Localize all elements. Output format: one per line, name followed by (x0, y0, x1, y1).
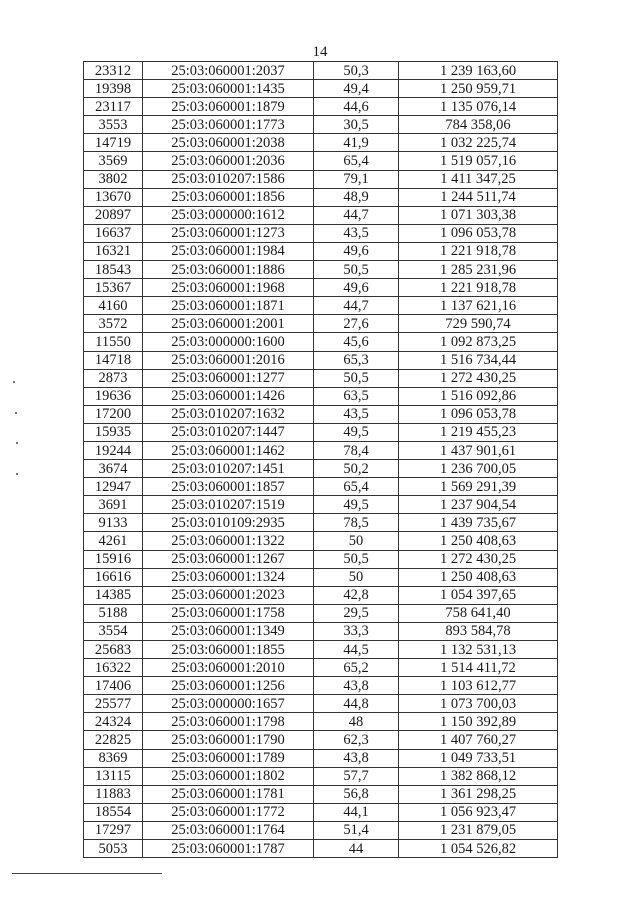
object-number-cell: 4261 (84, 532, 143, 550)
value-cell: 729 590,74 (399, 315, 558, 333)
area-cell: 44,7 (314, 297, 399, 315)
cadastral-number-cell: 25:03:060001:1277 (143, 369, 314, 387)
cadastral-number-cell: 25:03:060001:1435 (143, 80, 314, 98)
table-row (84, 767, 558, 785)
value-cell: 893 584,78 (399, 622, 558, 640)
area-cell: 49,5 (314, 423, 399, 441)
value-cell: 1 219 455,23 (399, 423, 558, 441)
table-row (84, 369, 558, 387)
cadastral-number-cell: 25:03:060001:1426 (143, 387, 314, 405)
value-cell: 1 250 959,71 (399, 80, 558, 98)
value-cell: 1 272 430,25 (399, 369, 558, 387)
cadastral-number-cell: 25:03:010207:1519 (143, 496, 314, 514)
value-cell: 1 049 733,51 (399, 749, 558, 767)
value-cell: 1 361 298,25 (399, 785, 558, 803)
area-cell: 27,6 (314, 315, 399, 333)
area-cell: 63,5 (314, 387, 399, 405)
cadastral-number-cell: 25:03:060001:1787 (143, 840, 314, 858)
value-cell: 1 516 734,44 (399, 351, 558, 369)
table-row (84, 387, 558, 405)
value-cell: 1 054 526,82 (399, 840, 558, 858)
table-row (84, 568, 558, 586)
value-cell: 1 407 760,27 (399, 731, 558, 749)
cadastral-number-cell: 25:03:060001:1802 (143, 767, 314, 785)
table-row (84, 423, 558, 441)
table-row (84, 785, 558, 803)
area-cell: 50 (314, 532, 399, 550)
cadastral-number-cell: 25:03:060001:1789 (143, 749, 314, 767)
area-cell: 50,5 (314, 369, 399, 387)
table-row (84, 604, 558, 622)
value-cell: 1 221 918,78 (399, 242, 558, 260)
value-cell: 1 096 053,78 (399, 405, 558, 423)
table-row (84, 713, 558, 731)
object-number-cell: 17200 (84, 405, 143, 423)
cadastral-number-cell: 25:03:060001:1856 (143, 188, 314, 206)
area-cell: 44 (314, 840, 399, 858)
area-cell: 65,3 (314, 351, 399, 369)
object-number-cell: 18554 (84, 803, 143, 821)
value-cell: 758 641,40 (399, 604, 558, 622)
area-cell: 41,9 (314, 134, 399, 152)
cadastral-number-cell: 25:03:010207:1632 (143, 405, 314, 423)
table-row (84, 586, 558, 604)
table-row (84, 532, 558, 550)
table-row (84, 80, 558, 98)
area-cell: 44,7 (314, 206, 399, 224)
area-cell: 42,8 (314, 586, 399, 604)
table-row (84, 478, 558, 496)
value-cell: 1 137 621,16 (399, 297, 558, 315)
area-cell: 62,3 (314, 731, 399, 749)
table-row (84, 405, 558, 423)
area-cell: 44,6 (314, 98, 399, 116)
area-cell: 33,3 (314, 622, 399, 640)
object-number-cell: 16322 (84, 659, 143, 677)
cadastral-number-cell: 25:03:060001:1256 (143, 677, 314, 695)
object-number-cell: 9133 (84, 514, 143, 532)
margin-mark (13, 381, 15, 383)
area-cell: 65,2 (314, 659, 399, 677)
area-cell: 50,2 (314, 460, 399, 478)
area-cell: 49,6 (314, 242, 399, 260)
cadastral-number-cell: 25:03:060001:1871 (143, 297, 314, 315)
value-cell: 1 092 873,25 (399, 333, 558, 351)
area-cell: 50,5 (314, 261, 399, 279)
object-number-cell: 25683 (84, 641, 143, 659)
object-number-cell: 16616 (84, 568, 143, 586)
table-row (84, 242, 558, 260)
table-row (84, 315, 558, 333)
value-cell: 1 073 700,03 (399, 695, 558, 713)
table-row (84, 351, 558, 369)
table-row (84, 224, 558, 242)
cadastral-number-cell: 25:03:060001:1773 (143, 116, 314, 134)
value-cell: 1 519 057,16 (399, 152, 558, 170)
object-number-cell: 14718 (84, 351, 143, 369)
object-number-cell: 13670 (84, 188, 143, 206)
object-number-cell: 12947 (84, 478, 143, 496)
value-cell: 1 250 408,63 (399, 532, 558, 550)
cadastral-number-cell: 25:03:010109:2935 (143, 514, 314, 532)
table-row (84, 297, 558, 315)
object-number-cell: 25577 (84, 695, 143, 713)
object-number-cell: 17297 (84, 821, 143, 839)
table-row (84, 98, 558, 116)
object-number-cell: 3569 (84, 152, 143, 170)
area-cell: 44,8 (314, 695, 399, 713)
object-number-cell: 17406 (84, 677, 143, 695)
cadastral-number-cell: 25:03:000000:1600 (143, 333, 314, 351)
table-row (84, 188, 558, 206)
object-number-cell: 23312 (84, 62, 143, 80)
object-number-cell: 3554 (84, 622, 143, 640)
value-cell: 1 236 700,05 (399, 460, 558, 478)
object-number-cell: 11883 (84, 785, 143, 803)
area-cell: 44,1 (314, 803, 399, 821)
page-number: 14 (312, 44, 328, 60)
cadastral-number-cell: 25:03:060001:1324 (143, 568, 314, 586)
table-row (84, 333, 558, 351)
value-cell: 1 250 408,63 (399, 568, 558, 586)
value-cell: 1 244 511,74 (399, 188, 558, 206)
value-cell: 1 054 397,65 (399, 586, 558, 604)
area-cell: 45,6 (314, 333, 399, 351)
object-number-cell: 14385 (84, 586, 143, 604)
table-row (84, 62, 558, 80)
object-number-cell: 15916 (84, 550, 143, 568)
value-cell: 1 382 868,12 (399, 767, 558, 785)
table-body (84, 62, 558, 858)
cadastral-number-cell: 25:03:060001:1772 (143, 803, 314, 821)
table-row (84, 170, 558, 188)
object-number-cell: 5188 (84, 604, 143, 622)
object-number-cell: 20897 (84, 206, 143, 224)
cadastral-number-cell: 25:03:060001:1798 (143, 713, 314, 731)
object-number-cell: 3802 (84, 170, 143, 188)
value-cell: 1 411 347,25 (399, 170, 558, 188)
cadastral-number-cell: 25:03:060001:2037 (143, 62, 314, 80)
cadastral-number-cell: 25:03:060001:2023 (143, 586, 314, 604)
property-table (83, 61, 558, 858)
area-cell: 78,5 (314, 514, 399, 532)
value-cell: 1 132 531,13 (399, 641, 558, 659)
table-row (84, 134, 558, 152)
table-row (84, 677, 558, 695)
object-number-cell: 3691 (84, 496, 143, 514)
table-row (84, 641, 558, 659)
cadastral-number-cell: 25:03:060001:2010 (143, 659, 314, 677)
value-cell: 1 239 163,60 (399, 62, 558, 80)
table-row (84, 695, 558, 713)
table-row (84, 803, 558, 821)
cadastral-number-cell: 25:03:060001:1322 (143, 532, 314, 550)
area-cell: 48 (314, 713, 399, 731)
object-number-cell: 13115 (84, 767, 143, 785)
cadastral-number-cell: 25:03:060001:1267 (143, 550, 314, 568)
table-row (84, 731, 558, 749)
value-cell: 1 272 430,25 (399, 550, 558, 568)
value-cell: 1 516 092,86 (399, 387, 558, 405)
area-cell: 50,3 (314, 62, 399, 80)
object-number-cell: 16321 (84, 242, 143, 260)
area-cell: 78,4 (314, 441, 399, 459)
area-cell: 57,7 (314, 767, 399, 785)
object-number-cell: 19244 (84, 441, 143, 459)
value-cell: 1 032 225,74 (399, 134, 558, 152)
object-number-cell: 3572 (84, 315, 143, 333)
value-cell: 1 439 735,67 (399, 514, 558, 532)
value-cell: 1 285 231,96 (399, 261, 558, 279)
object-number-cell: 22825 (84, 731, 143, 749)
value-cell: 1 514 411,72 (399, 659, 558, 677)
area-cell: 43,5 (314, 224, 399, 242)
area-cell: 29,5 (314, 604, 399, 622)
table-row (84, 460, 558, 478)
area-cell: 30,5 (314, 116, 399, 134)
value-cell: 1 096 053,78 (399, 224, 558, 242)
object-number-cell: 23117 (84, 98, 143, 116)
object-number-cell: 8369 (84, 749, 143, 767)
object-number-cell: 11550 (84, 333, 143, 351)
cadastral-number-cell: 25:03:060001:2016 (143, 351, 314, 369)
object-number-cell: 2873 (84, 369, 143, 387)
cadastral-number-cell: 25:03:060001:2036 (143, 152, 314, 170)
area-cell: 65,4 (314, 152, 399, 170)
value-cell: 1 221 918,78 (399, 279, 558, 297)
table-row (84, 821, 558, 839)
cadastral-number-cell: 25:03:060001:1984 (143, 242, 314, 260)
area-cell: 51,4 (314, 821, 399, 839)
table-row (84, 514, 558, 532)
table-row (84, 550, 558, 568)
value-cell: 1 237 904,54 (399, 496, 558, 514)
table-row (84, 749, 558, 767)
cadastral-number-cell: 25:03:000000:1657 (143, 695, 314, 713)
cadastral-number-cell: 25:03:010207:1586 (143, 170, 314, 188)
cadastral-number-cell: 25:03:060001:2038 (143, 134, 314, 152)
area-cell: 56,8 (314, 785, 399, 803)
object-number-cell: 19636 (84, 387, 143, 405)
area-cell: 48,9 (314, 188, 399, 206)
cadastral-number-cell: 25:03:060001:1781 (143, 785, 314, 803)
table-row (84, 279, 558, 297)
value-cell: 1 569 291,39 (399, 478, 558, 496)
area-cell: 49,6 (314, 279, 399, 297)
area-cell: 43,8 (314, 749, 399, 767)
value-cell: 1 103 612,77 (399, 677, 558, 695)
cadastral-number-cell: 25:03:060001:1855 (143, 641, 314, 659)
cadastral-number-cell: 25:03:060001:1462 (143, 441, 314, 459)
object-number-cell: 24324 (84, 713, 143, 731)
object-number-cell: 15935 (84, 423, 143, 441)
table-row (84, 659, 558, 677)
area-cell: 43,5 (314, 405, 399, 423)
cadastral-number-cell: 25:03:060001:1790 (143, 731, 314, 749)
value-cell: 1 150 392,89 (399, 713, 558, 731)
object-number-cell: 4160 (84, 297, 143, 315)
margin-mark (16, 442, 18, 444)
area-cell: 50,5 (314, 550, 399, 568)
value-cell: 1 135 076,14 (399, 98, 558, 116)
value-cell: 784 358,06 (399, 116, 558, 134)
value-cell: 1 071 303,38 (399, 206, 558, 224)
cadastral-number-cell: 25:03:060001:1879 (143, 98, 314, 116)
object-number-cell: 14719 (84, 134, 143, 152)
area-cell: 43,8 (314, 677, 399, 695)
area-cell: 44,5 (314, 641, 399, 659)
object-number-cell: 18543 (84, 261, 143, 279)
cadastral-number-cell: 25:03:060001:1349 (143, 622, 314, 640)
value-cell: 1 231 879,05 (399, 821, 558, 839)
table-row (84, 622, 558, 640)
table-row (84, 441, 558, 459)
table-row (84, 206, 558, 224)
table-row (84, 840, 558, 858)
area-cell: 65,4 (314, 478, 399, 496)
area-cell: 50 (314, 568, 399, 586)
cadastral-number-cell: 25:03:060001:1764 (143, 821, 314, 839)
area-cell: 49,5 (314, 496, 399, 514)
table-row (84, 152, 558, 170)
cadastral-number-cell: 25:03:060001:2001 (143, 315, 314, 333)
cadastral-number-cell: 25:03:010207:1447 (143, 423, 314, 441)
table-row (84, 496, 558, 514)
value-cell: 1 056 923,47 (399, 803, 558, 821)
margin-mark (16, 473, 18, 475)
value-cell: 1 437 901,61 (399, 441, 558, 459)
object-number-cell: 16637 (84, 224, 143, 242)
cadastral-number-cell: 25:03:060001:1273 (143, 224, 314, 242)
cadastral-number-cell: 25:03:060001:1857 (143, 478, 314, 496)
object-number-cell: 19398 (84, 80, 143, 98)
object-number-cell: 15367 (84, 279, 143, 297)
area-cell: 49,4 (314, 80, 399, 98)
object-number-cell: 5053 (84, 840, 143, 858)
table-row (84, 261, 558, 279)
area-cell: 79,1 (314, 170, 399, 188)
cadastral-number-cell: 25:03:060001:1968 (143, 279, 314, 297)
cadastral-number-cell: 25:03:000000:1612 (143, 206, 314, 224)
object-number-cell: 3553 (84, 116, 143, 134)
cadastral-number-cell: 25:03:060001:1886 (143, 261, 314, 279)
cadastral-number-cell: 25:03:010207:1451 (143, 460, 314, 478)
footnote-rule (12, 873, 162, 874)
margin-mark (15, 412, 17, 414)
object-number-cell: 3674 (84, 460, 143, 478)
table-row (84, 116, 558, 134)
cadastral-number-cell: 25:03:060001:1758 (143, 604, 314, 622)
